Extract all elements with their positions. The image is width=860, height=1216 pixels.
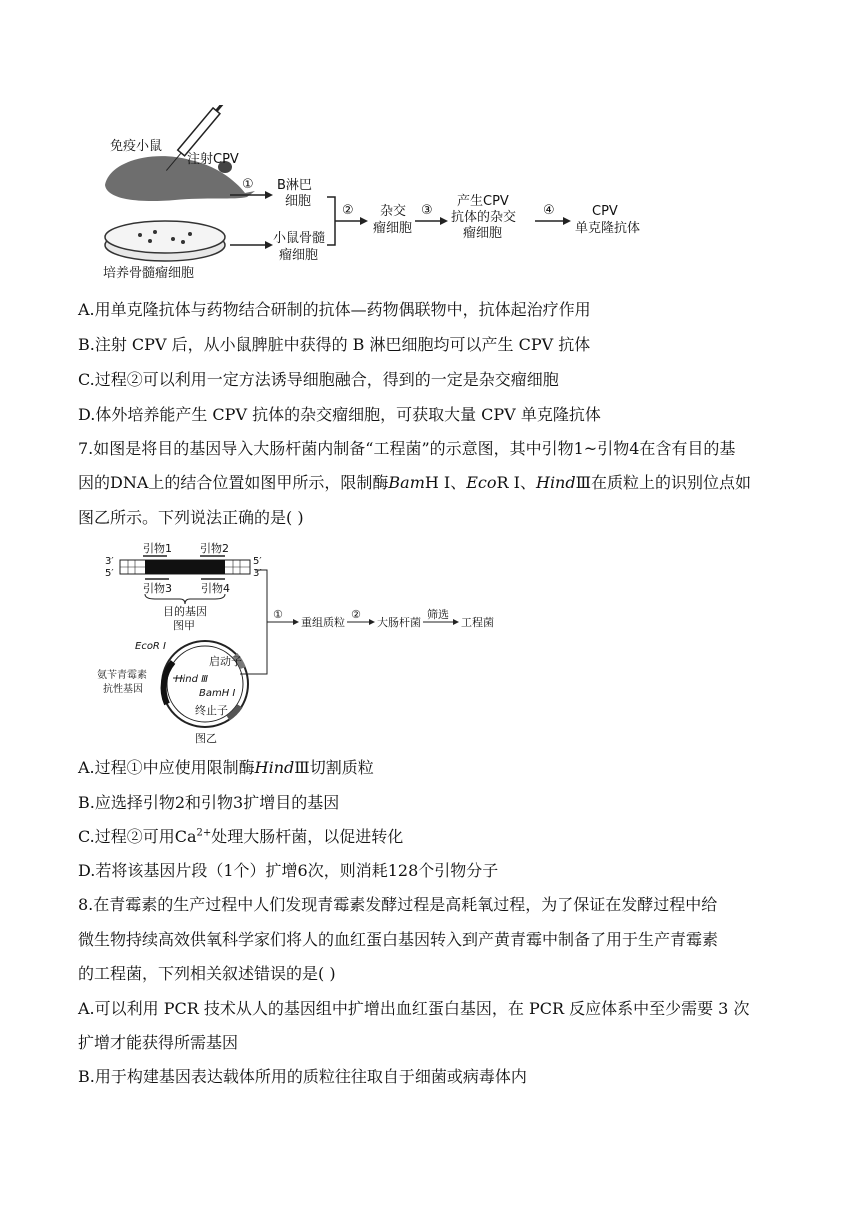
q6-option-c: C.过程②可以利用一定方法诱导细胞融合，得到的一定是杂交瘤细胞 [78,370,559,389]
q7-option-c: C.过程②可用$Ca^{2+}$处理大肠杆菌，以促进转化 [78,827,404,846]
q7-stem-line-2: 因的DNA上的结合位置如图甲所示，限制酶BamH I、EcoR I、HindⅢ在质粒上的识别位点如 [78,473,752,492]
inject-label: 注射CPV [187,152,239,167]
q8-stem-line-2: 微生物持续高效供氧科学家们将人的血红蛋白基因转入到产黄青霉中制备了用于生产青霉素 [78,930,719,949]
primer1-label: 引物1 [143,542,172,555]
hindiii-site-label: Hind Ⅲ [175,674,209,685]
q6-option-d: D.体外培养能产生 CPV 抗体的杂交瘤细胞，可获取大量 CPV 单克隆抗体 [78,405,601,424]
screen-label: 筛选 [427,608,449,621]
monoclonal-antibody-diagram [95,105,695,285]
hybrid-label-2: 瘤细胞 [373,221,413,236]
bamhi-site-label: BamH I [199,688,236,699]
amp-resistance-label-2: 抗性基因 [103,684,143,695]
ecoli-label: 大肠杆菌 [377,616,421,629]
primer4-label: 引物4 [201,582,230,595]
q7-option-b: B.应选择引物2和引物3扩增目的基因 [78,793,340,812]
step-4-label: ④ [543,203,555,218]
mab-label-2: 单克隆抗体 [575,221,641,236]
primer2-label: 引物2 [200,542,229,555]
hybrid-label-1: 杂交 [380,204,407,219]
label-3prime-top: 3′ [105,556,114,567]
recombinant-plasmid-label: 重组质粒 [301,616,345,629]
gene-cloning-diagram [95,542,525,747]
promoter-label: 启动子 [209,655,242,668]
q7-stem-line-3: 图乙所示。下列说法正确的是( ) [78,508,304,527]
terminator-label: 终止子 [195,704,228,717]
label-3prime-bottom: 3′ [253,568,262,579]
mab-label-1: CPV [592,204,618,219]
cpv-hybrid-label-1: 产生CPV [457,194,509,209]
myeloma-label-2: 瘤细胞 [279,248,319,263]
dna-double-strand [120,560,250,574]
engineered-bacteria-label: 工程菌 [461,616,494,629]
myeloma-label-1: 小鼠骨髓 [273,231,326,246]
target-gene-label: 目的基因 [163,605,207,618]
step-2-label-fig2: ② [351,608,361,621]
dish-label: 培养骨髓瘤细胞 [103,266,195,281]
step-1-label: ① [242,177,254,192]
step-3-label: ③ [421,203,433,218]
q7-option-a: A.过程①中应使用限制酶HindⅢ切割质粒 [78,758,374,777]
culture-dish [105,221,225,261]
q6-option-b: B.注射 CPV 后，从小鼠脾脏中获得的 B 淋巴细胞均可以产生 CPV 抗体 [78,335,591,354]
cpv-hybrid-label-3: 瘤细胞 [463,226,503,241]
q6-option-a: A.用单克隆抗体与药物结合研制的抗体—药物偶联物中，抗体起治疗作用 [78,300,591,319]
label-5prime-top: 5′ [253,556,262,567]
label-5prime-bottom: 5′ [105,568,114,579]
fig-a-label: 图甲 [173,619,195,632]
fig-b-label: 图乙 [195,732,217,745]
q8-option-b: B.用于构建基因表达载体所用的质粒往往取自于细菌或病毒体内 [78,1067,527,1086]
cpv-hybrid-label-2: 抗体的杂交 [451,210,517,225]
q8-option-a-line-2: 扩增才能获得所需基因 [78,1033,239,1052]
ecori-site-label: EcoR I [135,641,167,652]
b-cell-label-2: 细胞 [285,194,312,209]
b-cell-label-1: B淋巴 [277,178,312,193]
mouse-label: 免疫小鼠 [110,139,163,154]
q7-option-d: D.若将该基因片段（1个）扩增6次，则消耗128个引物分子 [78,861,499,880]
amp-resistance-label-1: 氨苄青霉素 [97,670,147,681]
target-gene-brace [145,594,225,604]
q8-option-a-line-1: A.可以利用 PCR 技术从人的基因组中扩增出血红蛋白基因，在 PCR 反应体系中至少需要 3 次 [78,999,750,1018]
primer3-label: 引物3 [143,582,172,595]
q8-stem-line-3: 的工程菌，下列相关叙述错误的是( ) [78,964,336,983]
q8-stem-line-1: 8.在青霉素的生产过程中人们发现青霉素发酵过程是高耗氧过程，为了保证在发酵过程中给 [78,895,718,914]
q7-stem-line-1: 7.如图是将目的基因导入大肠杆菌内制备“工程菌”的示意图，其中引物1~引物4在含有目的基 [78,439,736,458]
step-1-label-fig2: ① [273,608,283,621]
step-2-label: ② [342,203,354,218]
